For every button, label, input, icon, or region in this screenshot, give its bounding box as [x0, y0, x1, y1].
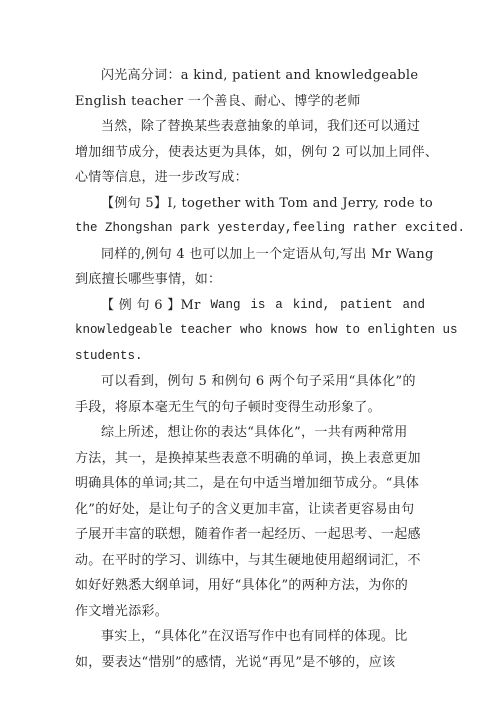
text-line: English teacher 一个善良、耐心、博学的老师	[75, 93, 361, 109]
text-line: 到底擅长哪些事情，如：	[75, 272, 222, 287]
paragraph-summary	[75, 420, 425, 624]
text-word: is	[250, 297, 266, 312]
paragraph-flash-vocabulary	[75, 63, 425, 114]
text-word: patient	[340, 297, 393, 312]
text-word: a	[275, 297, 283, 312]
text-word: 【 例 句 6 】Mr	[101, 297, 201, 313]
text-line: 可以看到，例句 5 和例句 6 两个句子采用“具体化”的	[101, 374, 416, 389]
paragraph-add-details	[75, 114, 439, 191]
text-line	[75, 293, 425, 319]
paragraph-chinese-writing	[75, 624, 425, 675]
text-line: 如好好熟悉大纲单词，用好“具体化”的两种方法，为你的	[75, 578, 409, 593]
text-line: 子展开丰富的联想，随着作者一起经历、一起思考、一起感	[75, 527, 421, 542]
text-line: the Zhongshan park yesterday,feeling rather excited.	[75, 221, 466, 235]
paragraph-attributive-clause	[75, 242, 434, 293]
text-line: 综上所述，想让你的表达“具体化”，一共有两种常用	[101, 425, 408, 440]
text-line: 明确具体的单词;其二，是在句中适当增加细节成分。“具体	[75, 476, 420, 491]
text-line: 如，要表达“惜别”的感情，光说“再见”是不够的，应该	[75, 654, 396, 670]
text-line: 事实上，“具体化”在汉语写作中也有同样的体现。比	[101, 629, 408, 644]
text-word: kind,	[292, 297, 331, 312]
text-line: 闪光高分词：a kind, patient and knowledgeable	[101, 68, 419, 83]
paragraph-example-6	[75, 293, 458, 370]
text-line: 化”的好处，是让句子的含义更加丰富，让读者更容易由句	[75, 501, 415, 517]
text-line: 作文增光添彩。	[75, 603, 169, 619]
document-page	[75, 63, 466, 675]
text-line: 当然，除了替换某些表意抽象的单词，我们还可以通过	[101, 119, 421, 134]
text-line: 方法，其一，是换掉某些表意不明确的单词，换上表意更加	[75, 450, 421, 466]
text-line: 心情等信息，进一步改写成：	[75, 170, 248, 185]
text-word: and	[402, 297, 425, 312]
paragraph-example-5	[75, 191, 466, 242]
text-word: Wang	[210, 297, 241, 312]
paragraph-conclusion-examples	[75, 369, 425, 420]
text-line: 动。在平时的学习、训练中，与其生硬地使用超纲词汇，不	[75, 552, 421, 568]
text-line: 【例句 5】I, together with Tom and Jerry, rode to	[101, 195, 433, 211]
text-line: 增加细节成分，使表达更为具体，如，例句 2 可以加上同伴、	[75, 144, 439, 160]
text-line: 同样的,例句 4 也可以加上一个定语从句,写出 Mr Wang	[101, 246, 434, 262]
text-line: knowledgeable teacher who knows how to enlighten us	[75, 323, 458, 337]
text-line: 手段，将原本毫无生气的句子顿时变得生动形象了。	[75, 399, 381, 415]
text-line: students.	[75, 348, 143, 363]
